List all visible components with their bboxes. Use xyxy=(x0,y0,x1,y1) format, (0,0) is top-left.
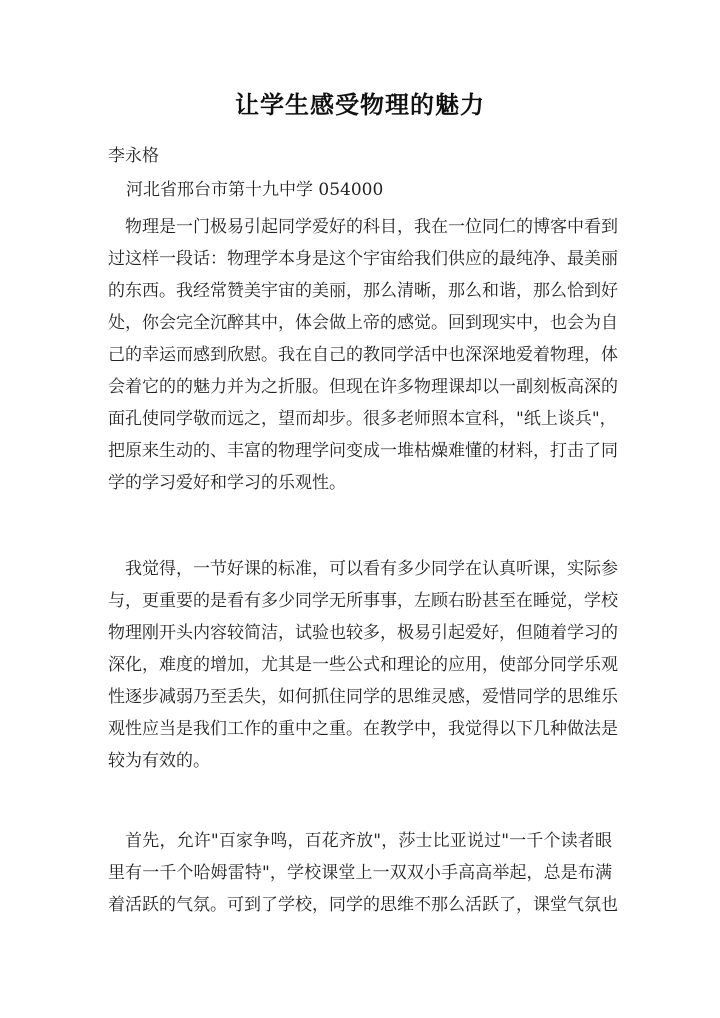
text-line: 观性应当是我们工作的重中之重。在教学中，我觉得以下几种做法是 xyxy=(108,719,618,739)
text-line: 性逐步减弱乃至丢失，如何抓住同学的思维灵感，爱惜同学的思维乐 xyxy=(108,687,618,707)
body-paragraph-3 xyxy=(108,825,618,921)
body-paragraph-2 xyxy=(108,553,618,777)
text-line: 学的学习爱好和学习的乐观性。 xyxy=(108,473,346,493)
author-affiliation: 河北省邢台市第十九中学 054000 xyxy=(126,180,384,200)
text-line: 里有一千个哈姆雷特"，学校课堂上一双双小手高高举起，总是布满 xyxy=(108,863,612,883)
text-line: 把原来生动的、丰富的物理学问变成一堆枯燥难懂的材料，打击了同 xyxy=(108,441,618,461)
text-line: 会着它的的魅力并为之折服。但现在许多物理课却以一副刻板高深的 xyxy=(108,377,618,397)
text-line: 过这样一段话：物理学本身是这个宇宙给我们供应的最纯净、最美丽 xyxy=(108,249,618,269)
text-line: 着活跃的气氛。可到了学校，同学的思维不那么活跃了，课堂气氛也 xyxy=(108,895,618,915)
text-line: 己的幸运而感到欣慰。我在自己的教同学活中也深深地爱着物理，体 xyxy=(108,345,618,365)
text-line: 处，你会完全沉醉其中，体会做上帝的感觉。回到现实中，也会为自 xyxy=(108,313,618,333)
text-line: 物理刚开头内容较简洁，试验也较多，极易引起爱好，但随着学习的 xyxy=(108,623,618,643)
author-name: 李永格 xyxy=(108,146,159,166)
text-line: 的东西。我经常赞美宇宙的美丽，那么清晰，那么和谐，那么恰到好 xyxy=(108,281,618,301)
body-paragraph-1 xyxy=(108,211,618,499)
text-line: 面孔使同学敬而远之，望而却步。很多老师照本宣科，"纸上谈兵"， xyxy=(108,409,617,429)
text-line: 物理是一门极易引起同学爱好的科目，我在一位同仁的博客中看到 xyxy=(108,217,618,237)
document-title: 让学生感受物理的魅力 xyxy=(235,90,485,119)
text-line: 深化，难度的增加，尤其是一些公式和理论的应用，使部分同学乐观 xyxy=(108,655,618,675)
text-line: 我觉得，一节好课的标准，可以看有多少同学在认真听课，实际参 xyxy=(108,559,618,579)
text-line: 与，更重要的是看有多少同学无所事事，左顾右盼甚至在睡觉，学校 xyxy=(108,591,618,611)
text-line: 较为有效的。 xyxy=(108,751,210,771)
text-line: 首先，允许"百家争鸣，百花齐放"，莎士比亚说过"一千个读者眼 xyxy=(108,831,612,851)
